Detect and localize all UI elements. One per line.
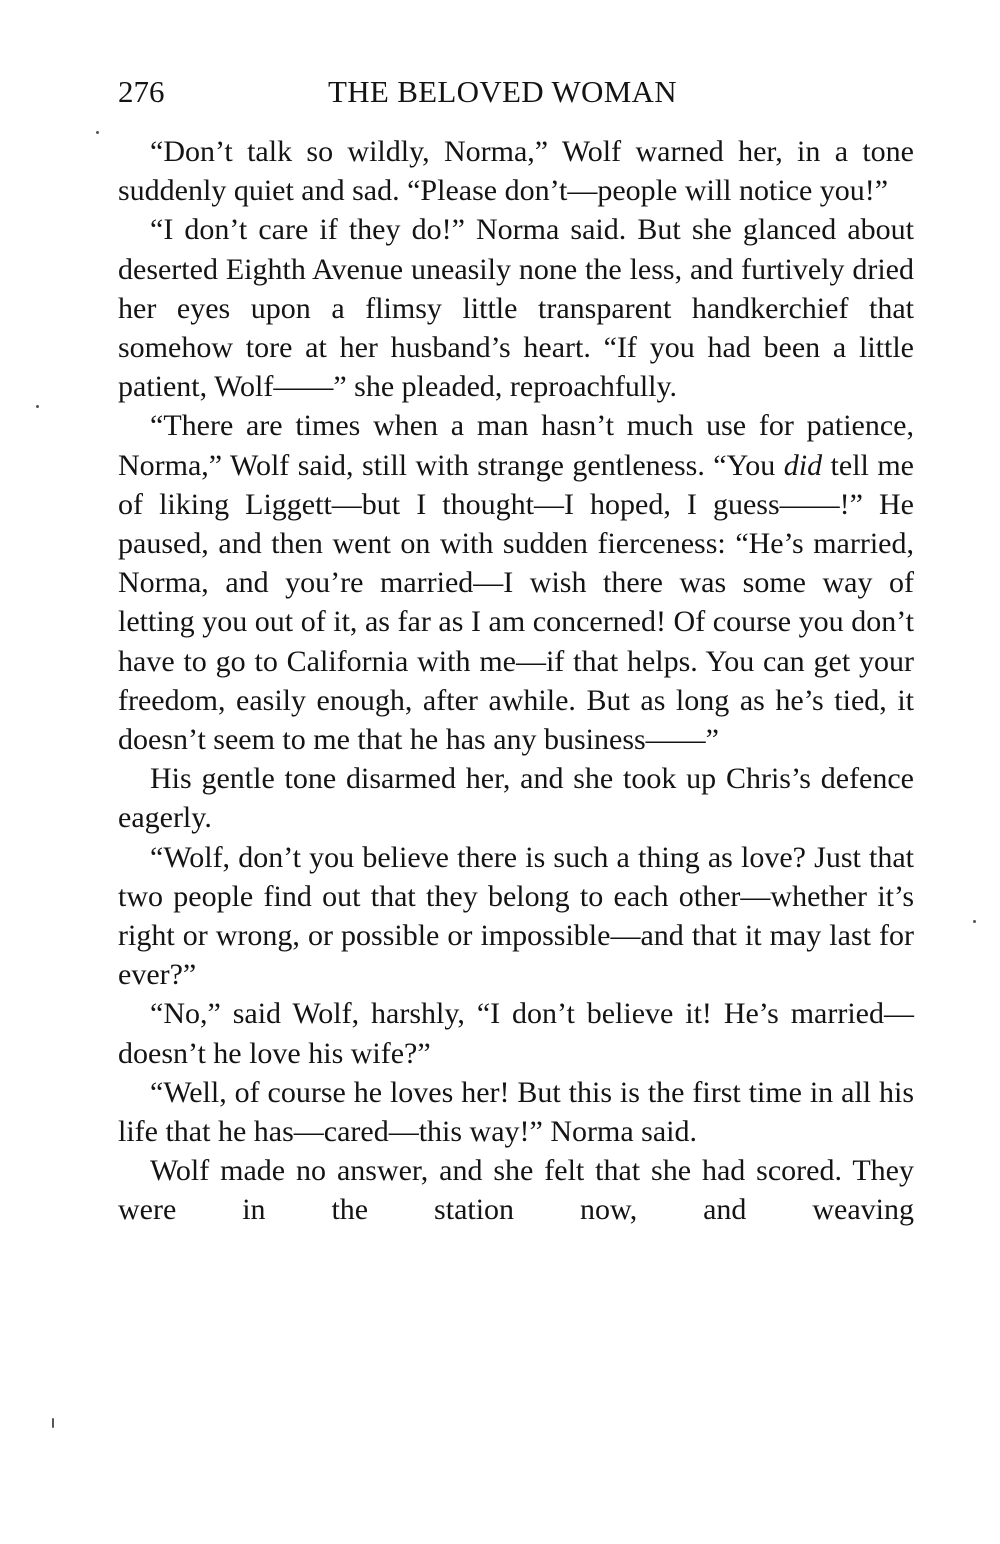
scan-speck: [36, 405, 39, 408]
paragraph-3: [118, 406, 914, 759]
running-title: THE BELOVED WOMAN: [328, 74, 677, 109]
scan-speck: [973, 920, 976, 923]
paragraph-1: “Don’t talk so wildly, Norma,” Wolf warned her, in a tone suddenly quiet and sad. “Please don’t—people will notice you!”: [118, 135, 914, 208]
paragraph-4: His gentle tone disarmed her, and she took up Chris’s defence eagerly.: [118, 762, 914, 835]
paragraph-7: “Well, of course he loves her! But this is the first time in all his life that he has—cared—this way!” Norma said.: [118, 1075, 914, 1149]
page-number: 276: [118, 74, 165, 109]
paragraph-3-part-1: “There are times when a man hasn’t much use for patience, Norma,” Wolf said, still with strange gentleness. “You: [118, 409, 914, 482]
page-header: [118, 70, 914, 114]
scan-speck: [96, 131, 99, 134]
paragraph-2: “I don’t care if they do!” Norma said. But she glanced about deserted Eighth Avenue uneasily none the less, and furtively dried her eyes upon a flimsy little transparent handkerchief that somehow tore at her husband’s heart. “If you had been a little patient, Wolf——” she pleaded, reproachfully.: [118, 213, 914, 404]
body-text: [118, 132, 914, 1230]
paragraph-8: Wolf made no answer, and she felt that she had scored. They were in the station now, and weaving: [118, 1154, 914, 1227]
paragraph-6: “No,” said Wolf, harshly, “I don’t believe it! He’s married—doesn’t he love his wife?”: [118, 997, 914, 1070]
scan-speck: [52, 1418, 54, 1428]
paragraph-3-part-2: tell me of liking Liggett—but I thought—I hoped, I guess——!” He paused, and then went on with sudden fierceness: “He’s married, Norma, and you’re married—I wish there was some way of letting you out of it, as far as I am concerned! Of course you don’t have to go to California with me—if that helps. You can get your freedom, easily enough, after awhile. But as long as he’s tied, it doesn’t seem to me that he has any business——”: [118, 448, 914, 757]
paragraph-5: “Wolf, don’t you believe there is such a thing as love? Just that two people find out that they belong to each other—whether it’s right or wrong, or possible or impossible—and that it may last for ever?”: [118, 840, 914, 992]
italic-emphasis: did: [783, 448, 823, 482]
